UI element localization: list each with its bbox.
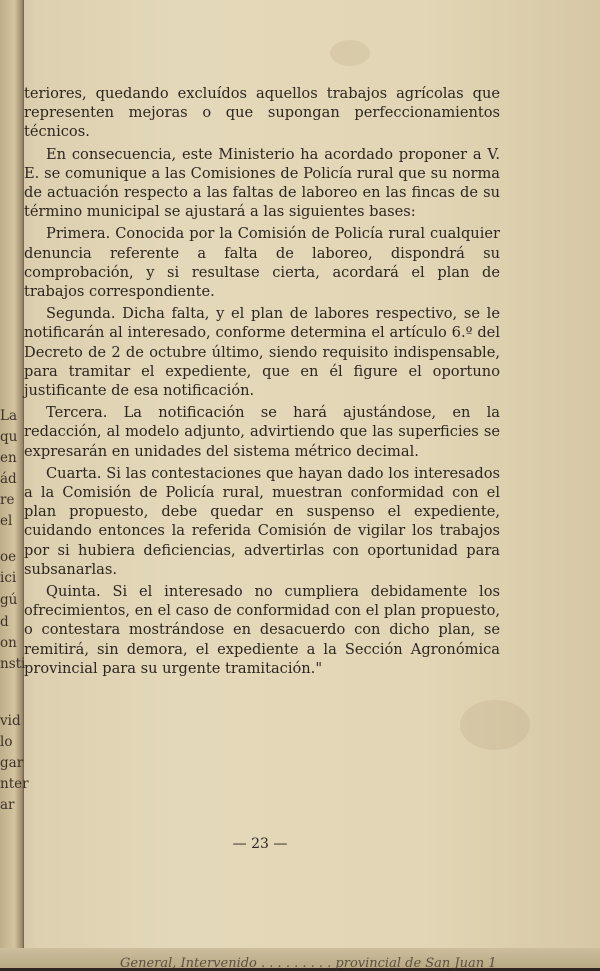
previous-page-fragment: re (0, 492, 15, 508)
paragraph-continuation: teriores, quedando excluídos aquellos trabajos agrícolas que representen mejoras o que supongan perfeccionamientos técnicos. (24, 85, 500, 141)
bleed-through-text: General, Intervenido . . . . . . . . . provincial de San Juan 1 (120, 956, 497, 971)
previous-page-fragment: La (0, 408, 18, 424)
previous-page-fragment: vid (0, 713, 21, 729)
previous-page-fragment: qu (0, 429, 18, 445)
previous-page-fragment: lo (0, 734, 13, 750)
previous-page-fragment: nsti (0, 656, 26, 672)
paper-stain (460, 700, 530, 750)
previous-page-edge (0, 0, 29, 968)
previous-page-fragment: oe (0, 549, 17, 565)
paragraph-quinta: Quinta. Si el interesado no cumpliera debidamente los ofrecimientos, en el caso de conformidad con el plan propuesto, o contestara mostrándose en desacuerdo con dicho plan, se remitirá, sin demora, el expediente a la Sección Agronómica provincial para su urgente tramitación." (24, 583, 500, 677)
previous-page-fragment: gú (0, 592, 18, 608)
paragraph-tercera: Tercera. La notificación se hará ajustándose, en la redacción, al modelo adjunto, advirtiendo que las superficies se expresarán en unidades del sistema métrico decimal. (24, 404, 500, 460)
page-number: — 23 — (232, 836, 288, 852)
previous-page-fragment: en (0, 450, 17, 466)
previous-page-fragment: on (0, 635, 17, 651)
previous-page-fragment: nter (0, 776, 29, 792)
previous-page-fragment: ád (0, 471, 17, 487)
paragraph-primera: Primera. Conocida por la Comisión de Policía rural cualquier denuncia referente a falta de laboreo, dispondrá su comprobación, y si resultase cierta, acordará el plan de trabajos correspondiente. (24, 225, 500, 301)
paper-stain (330, 40, 370, 66)
previous-page-fragment: d (0, 614, 9, 630)
previous-page-fragment: el (0, 513, 13, 529)
body-text (24, 84, 500, 681)
previous-page-fragment: ar (0, 797, 15, 813)
previous-page-fragment: ici (0, 570, 17, 586)
paragraph-segunda: Segunda. Dicha falta, y el plan de labores respectivo, se le notificarán al interesado, conforme determina el artículo 6.º del Decreto de 2 de octubre último, siendo requisito indispensable, para tramitar el expediente, que en él figure el oportuno justificante de esa notificación. (24, 305, 500, 400)
bottom-edge (0, 948, 600, 971)
paragraph-intro: En consecuencia, este Ministerio ha acordado proponer a V. E. se comunique a las Comisiones de Policía rural que su norma de actuación respecto a las faltas de laboreo en las fincas de su término municipal se ajustará a las siguientes bases: (24, 145, 500, 221)
previous-page-fragment: gar (0, 755, 24, 771)
paragraph-cuarta: Cuarta. Si las contestaciones que hayan dado los interesados a la Comisión de Policía rural, muestran conformidad con el plan propuesto, debe quedar en suspenso el expediente, cuidando entonces la referida Comisión de vigilar los trabajos por si hubiera deficiencias, advertirlas con oportunidad para subsanarlas. (24, 464, 500, 578)
